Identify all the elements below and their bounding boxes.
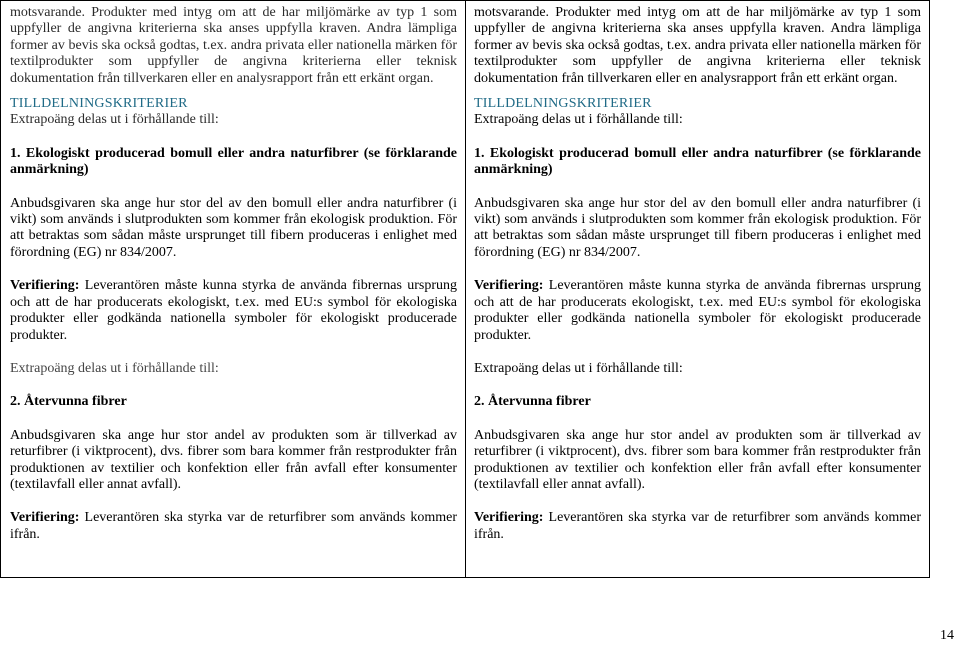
left-column — [1, 1, 466, 577]
extra-points-label: Extrapoäng delas ut i förhållande till: — [10, 112, 219, 128]
verification-text: Leverantören måste kunna styrka de använda fibrernas ursprung och att de har producerats ekologiskt, t.ex. med EU:s symbol för ekologiska produkter eller godkända nationella symboler för ekologiskt producerade produkter. — [474, 278, 921, 343]
criterion-2-body: Anbudsgivaren ska ange hur stor andel av produkten som är tillverkad av returfibrer (i viktprocent), dvs. fibrer som bara kommer från restprodukter från produktionen av textilier och konfektion eller från avfall efter konsumenter (textilavfall eller annat avfall). — [10, 427, 457, 492]
verification-label: Verifiering: — [10, 278, 80, 294]
verification-2 — [474, 510, 921, 543]
extra-points-label-2: Extrapoäng delas ut i förhållande till: — [10, 360, 219, 376]
right-column — [466, 1, 929, 577]
verification-label: Verifiering: — [10, 510, 80, 526]
verification-1 — [474, 278, 921, 344]
criterion-1-title: 1. Ekologiskt producerad bomull eller andra naturfibrer (se förklarande anmärkning) — [10, 145, 457, 178]
verification-2 — [10, 510, 457, 543]
extra-points-label-2: Extrapoäng delas ut i förhållande till: — [474, 360, 683, 376]
intro-text: motsvarande. Produkter med intyg om att de har miljömärke av typ 1 som uppfyller de angivna kriterierna ska anses uppfylla kraven. Andra lämpliga former av bevis ska också godtas, t.ex. andra privata eller nationella märken för textilprodukter som uppfyller de angivna kriterierna eller teknisk dokumentation från tillverkaren eller en analysrapport från ett erkänt organ. — [474, 5, 921, 86]
verification-text: Leverantören måste kunna styrka de använda fibrernas ursprung och att de har producerats ekologiskt, t.ex. med EU:s symbol för ekologiska produkter eller godkända nationella symboler för ekologiskt producerade produkter. — [10, 278, 457, 343]
section-heading: TILLDELNINGSKRITERIER — [474, 96, 652, 112]
criterion-1-body: Anbudsgivaren ska ange hur stor del av den bomull eller andra naturfibrer (i vikt) som används i slutprodukten som kommer från ekologisk produktion. För att betraktas som sådan måste ursprunget till fibern produceras i enlighet med förordning (EG) nr 834/2007. — [10, 195, 457, 260]
criterion-2-body: Anbudsgivaren ska ange hur stor andel av produkten som är tillverkad av returfibrer (i viktprocent), dvs. fibrer som bara kommer från restprodukter från produktionen av textilier och konfektion eller från avfall efter konsumenter (textilavfall eller annat avfall). — [474, 427, 921, 492]
verification-text: Leverantören ska styrka var de returfibrer som används kommer ifrån. — [474, 510, 921, 542]
section-heading: TILLDELNINGSKRITERIER — [10, 96, 188, 112]
criterion-2-title: 2. Återvunna fibrer — [474, 394, 591, 410]
verification-1 — [10, 278, 457, 344]
extra-points-label: Extrapoäng delas ut i förhållande till: — [474, 112, 683, 128]
verification-label: Verifiering: — [474, 510, 544, 526]
intro-text: motsvarande. Produkter med intyg om att de har miljömärke av typ 1 som uppfyller de angivna kriterierna ska anses uppfylla kraven. Andra lämpliga former av bevis ska också godtas, t.ex. andra privata eller nationella märken för textilprodukter som uppfyller de angivna kriterierna eller teknisk dokumentation från tillverkaren eller en analysrapport från ett erkänt organ. — [10, 5, 457, 86]
verification-text: Leverantören ska styrka var de returfibrer som används kommer ifrån. — [10, 510, 457, 542]
criterion-1-body: Anbudsgivaren ska ange hur stor del av den bomull eller andra naturfibrer (i vikt) som används i slutprodukten som kommer från ekologisk produktion. För att betraktas som sådan måste ursprunget till fibern produceras i enlighet med förordning (EG) nr 834/2007. — [474, 195, 921, 260]
criterion-1-title: 1. Ekologiskt producerad bomull eller andra naturfibrer (se förklarande anmärkning) — [474, 145, 921, 178]
criterion-2-title: 2. Återvunna fibrer — [10, 394, 127, 410]
page-number: 14 — [940, 628, 954, 643]
verification-label: Verifiering: — [474, 278, 544, 294]
